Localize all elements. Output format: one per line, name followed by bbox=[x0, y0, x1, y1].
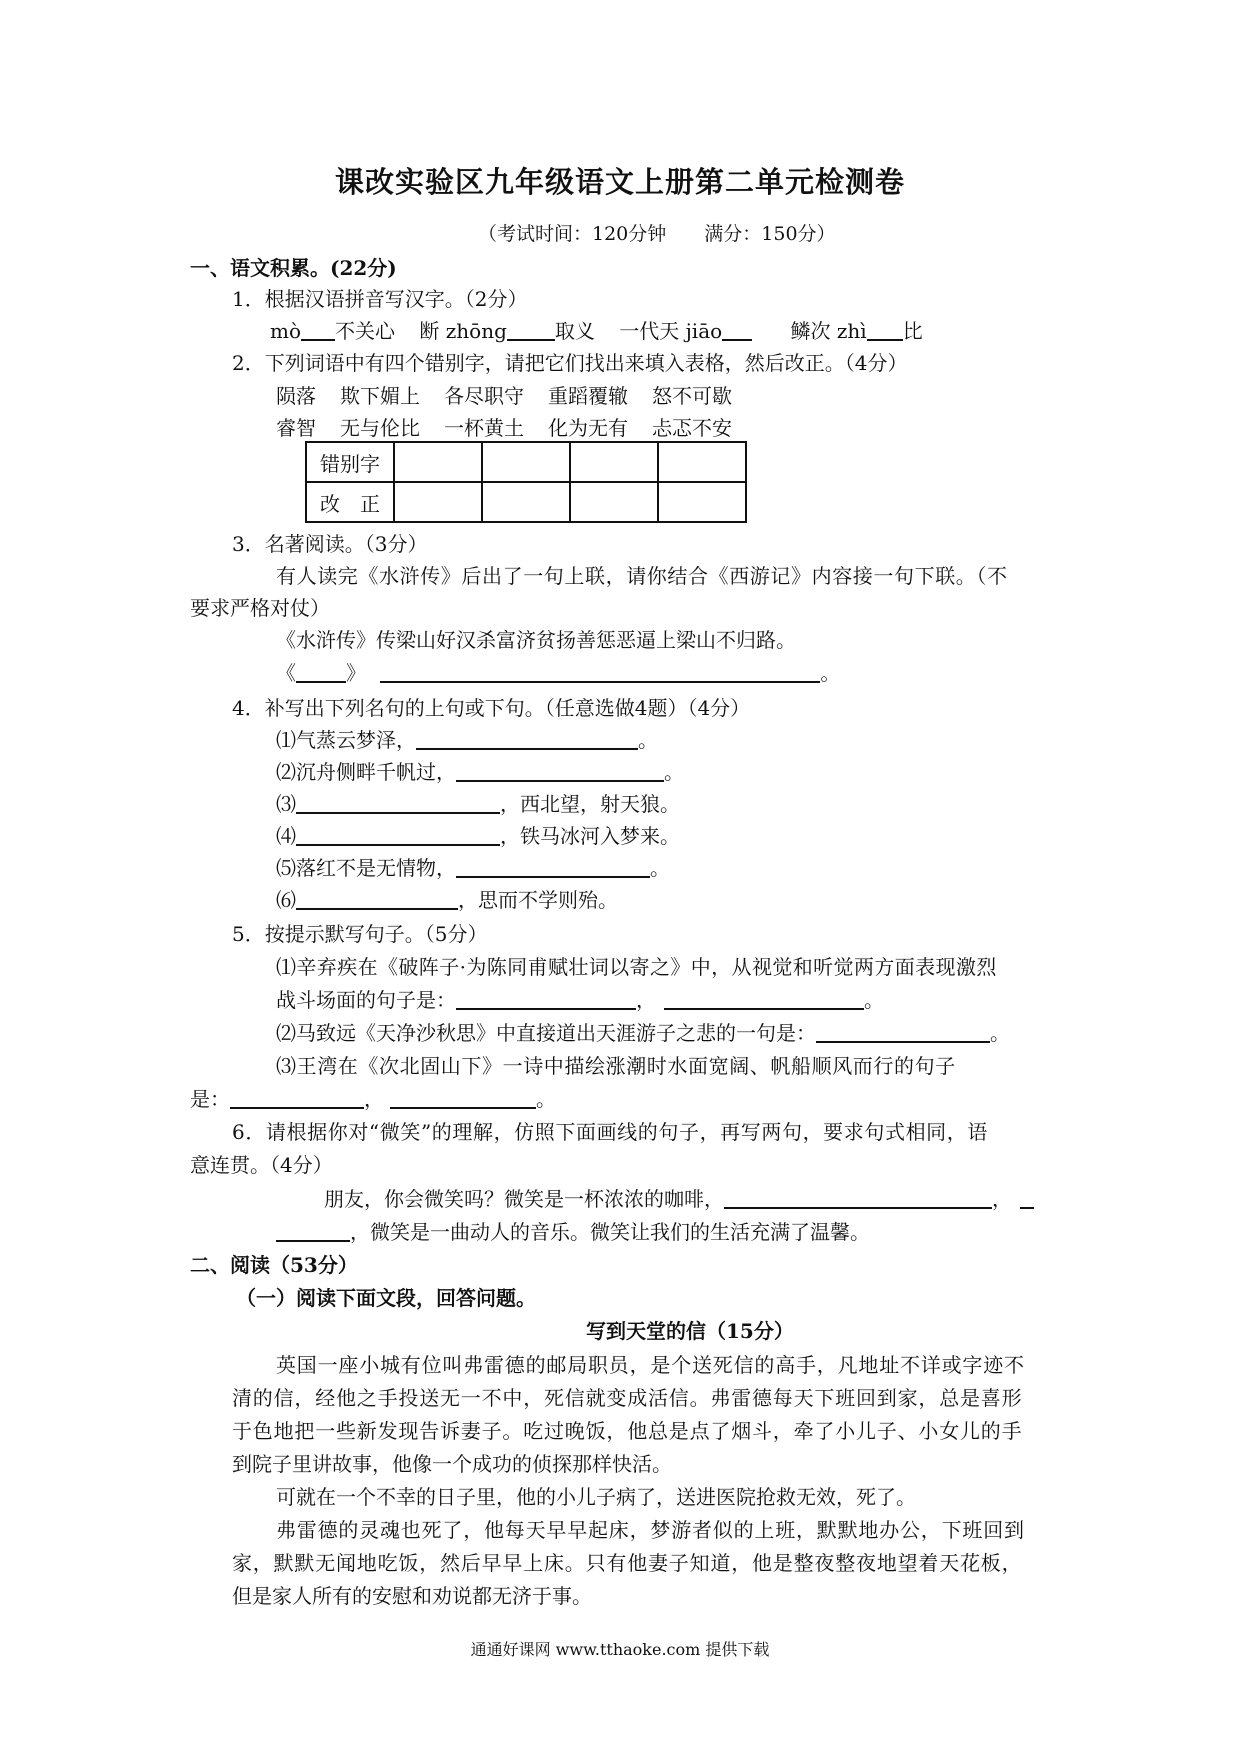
question-5: 5．按提示默写句子。（5分） bbox=[232, 922, 488, 946]
question-6-cont: 意连贯。（4分） bbox=[190, 1153, 333, 1177]
table-cell[interactable] bbox=[394, 442, 482, 482]
imitation-line-2: ，微笑是一曲动人的音乐。微笑让我们的生活充满了温馨。 bbox=[276, 1222, 870, 1242]
question-5-a-answer: 战斗场面的句子是： ， 。 bbox=[276, 988, 884, 1012]
answer-blank[interactable] bbox=[456, 858, 650, 878]
table-label-wrong: 错别字 bbox=[306, 442, 394, 482]
word-list-row-1: 陨落 欺下媚上 各尽职守 重蹈覆辙 怒不可歇 bbox=[276, 384, 732, 408]
table-cell[interactable] bbox=[658, 442, 746, 482]
correction-table bbox=[305, 441, 747, 523]
table-label-correct: 改 正 bbox=[306, 482, 394, 522]
question-6: 6．请根据你对“微笑”的理解，仿照下面画线的句子，再写两句，要求句式相同，语 bbox=[232, 1120, 988, 1144]
passage-line: 家，默默无闻地吃饭，然后早早上床。只有他妻子知道，他是整夜整夜地望着天花板， bbox=[232, 1551, 1023, 1575]
question-1: 1．根据汉语拼音写汉字。（2分） bbox=[232, 287, 528, 311]
answer-blank[interactable] bbox=[867, 321, 903, 341]
question-3: 3．名著阅读。（3分） bbox=[232, 532, 428, 556]
section-heading-reading: 二、阅读（53分） bbox=[190, 1253, 358, 1277]
answer-blank[interactable] bbox=[507, 321, 555, 341]
answer-blank[interactable] bbox=[816, 1023, 990, 1043]
quote-item: ⑸落红不是无情物， 。 bbox=[276, 856, 670, 880]
table-cell[interactable] bbox=[482, 482, 570, 522]
answer-blank[interactable] bbox=[724, 1189, 992, 1209]
story-title: 写到天堂的信（15分） bbox=[586, 1319, 794, 1343]
answer-blank[interactable] bbox=[456, 762, 664, 782]
passage-line: 弗雷德的灵魂也死了，他每天早早起床，梦游者似的上班，默默地办公，下班回到 bbox=[276, 1518, 1025, 1542]
answer-blank[interactable] bbox=[296, 890, 458, 910]
quote-item: ⑶ ，西北望，射天狼。 bbox=[276, 792, 680, 816]
question-3-prompt-cont: 要求严格对仗） bbox=[190, 596, 330, 620]
answer-blank[interactable] bbox=[296, 794, 500, 814]
answer-blank[interactable] bbox=[664, 990, 864, 1010]
table-cell[interactable] bbox=[570, 482, 658, 522]
answer-blank[interactable] bbox=[301, 321, 335, 341]
passage-line: 于色地把一些新发现告诉妻子。吃过晚饭，他总是点了烟斗，牵了小儿子、小女儿的手 bbox=[232, 1419, 1023, 1443]
question-5-c: ⑶王湾在《次北固山下》一诗中描绘涨潮时水面宽阔、帆船顺风而行的句子 bbox=[276, 1054, 956, 1078]
exam-info: （考试时间：120分钟 满分：150分） bbox=[478, 223, 836, 245]
footer-credit: 通通好课网 www.tthaoke.com 提供下载 bbox=[470, 1640, 770, 1659]
couplet-answer: 《 》 。 bbox=[276, 661, 841, 685]
quote-item: ⑹ ，思而不学则殆。 bbox=[276, 888, 618, 912]
quote-item: ⑴气蒸云梦泽， 。 bbox=[276, 728, 658, 752]
question-5-b: ⑵马致远《天净沙秋思》中直接道出天涯游子之悲的一句是： 。 bbox=[276, 1021, 1010, 1045]
table-cell[interactable] bbox=[394, 482, 482, 522]
answer-blank[interactable] bbox=[276, 1222, 350, 1242]
answer-blank[interactable] bbox=[296, 663, 346, 683]
passage-line: 到院子里讲故事，他像一个成功的侦探那样快活。 bbox=[232, 1452, 672, 1476]
reading-subheading: （一）阅读下面文段，回答问题。 bbox=[236, 1286, 536, 1310]
table-cell[interactable] bbox=[482, 442, 570, 482]
question-4: 4．补写出下列名句的上句或下句。（任意选做4题）（4分） bbox=[232, 696, 751, 720]
question-2: 2．下列词语中有四个错别字，请把它们找出来填入表格，然后改正。（4分） bbox=[232, 351, 908, 375]
question-3-prompt: 有人读完《水浒传》后出了一句上联，请你结合《西游记》内容接一句下联。（不 bbox=[276, 564, 1008, 588]
answer-blank[interactable] bbox=[416, 730, 638, 750]
passage-line: 英国一座小城有位叫弗雷德的邮局职员，是个送死信的高手，凡地址不详或字迹不 bbox=[276, 1353, 1025, 1377]
word-list-row-2: 睿智 无与伦比 一杯黄土 化为无有 忐忑不安 bbox=[276, 416, 732, 440]
answer-blank[interactable] bbox=[380, 663, 820, 683]
section-heading-accumulation: 一、语文积累。(22分) bbox=[190, 256, 397, 280]
question-1-items: mò 不关心 断 zhōng 取义 一代天 jiāo 鳞次 zhì 比 bbox=[270, 319, 923, 343]
page-title: 课改实验区九年级语文上册第二单元检测卷 bbox=[334, 165, 905, 199]
table-cell[interactable] bbox=[658, 482, 746, 522]
answer-blank[interactable] bbox=[722, 321, 752, 341]
answer-blank[interactable] bbox=[456, 990, 636, 1010]
answer-blank[interactable] bbox=[296, 826, 500, 846]
question-5-a: ⑴辛弃疾在《破阵子·为陈同甫赋壮词以寄之》中，从视觉和听觉两方面表现激烈 bbox=[276, 955, 997, 979]
quote-item: ⑵沉舟侧畔千帆过， 。 bbox=[276, 760, 684, 784]
passage-line: 但是家人所有的安慰和劝说都无济于事。 bbox=[232, 1584, 592, 1608]
imitation-line-1: 朋友，你会微笑吗？微笑是一杯浓浓的咖啡， ， bbox=[324, 1189, 1034, 1209]
answer-blank[interactable] bbox=[1020, 1189, 1034, 1209]
passage-line: 可就在一个不幸的日子里，他的小儿子病了，送进医院抢救无效，死了。 bbox=[276, 1485, 916, 1509]
question-5-c-answer: 是： ， 。 bbox=[190, 1087, 556, 1111]
table-row bbox=[306, 442, 746, 482]
answer-blank[interactable] bbox=[390, 1089, 536, 1109]
table-row bbox=[306, 482, 746, 522]
couplet-upper: 《水浒传》传梁山好汉杀富济贫扬善惩恶逼上梁山不归路。 bbox=[276, 628, 796, 652]
quote-item: ⑷ ，铁马冰河入梦来。 bbox=[276, 824, 680, 848]
table-cell[interactable] bbox=[570, 442, 658, 482]
answer-blank[interactable] bbox=[230, 1089, 364, 1109]
passage-line: 清的信，经他之手投送无一不中，死信就变成活信。弗雷德每天下班回到家，总是喜形 bbox=[232, 1386, 1023, 1410]
